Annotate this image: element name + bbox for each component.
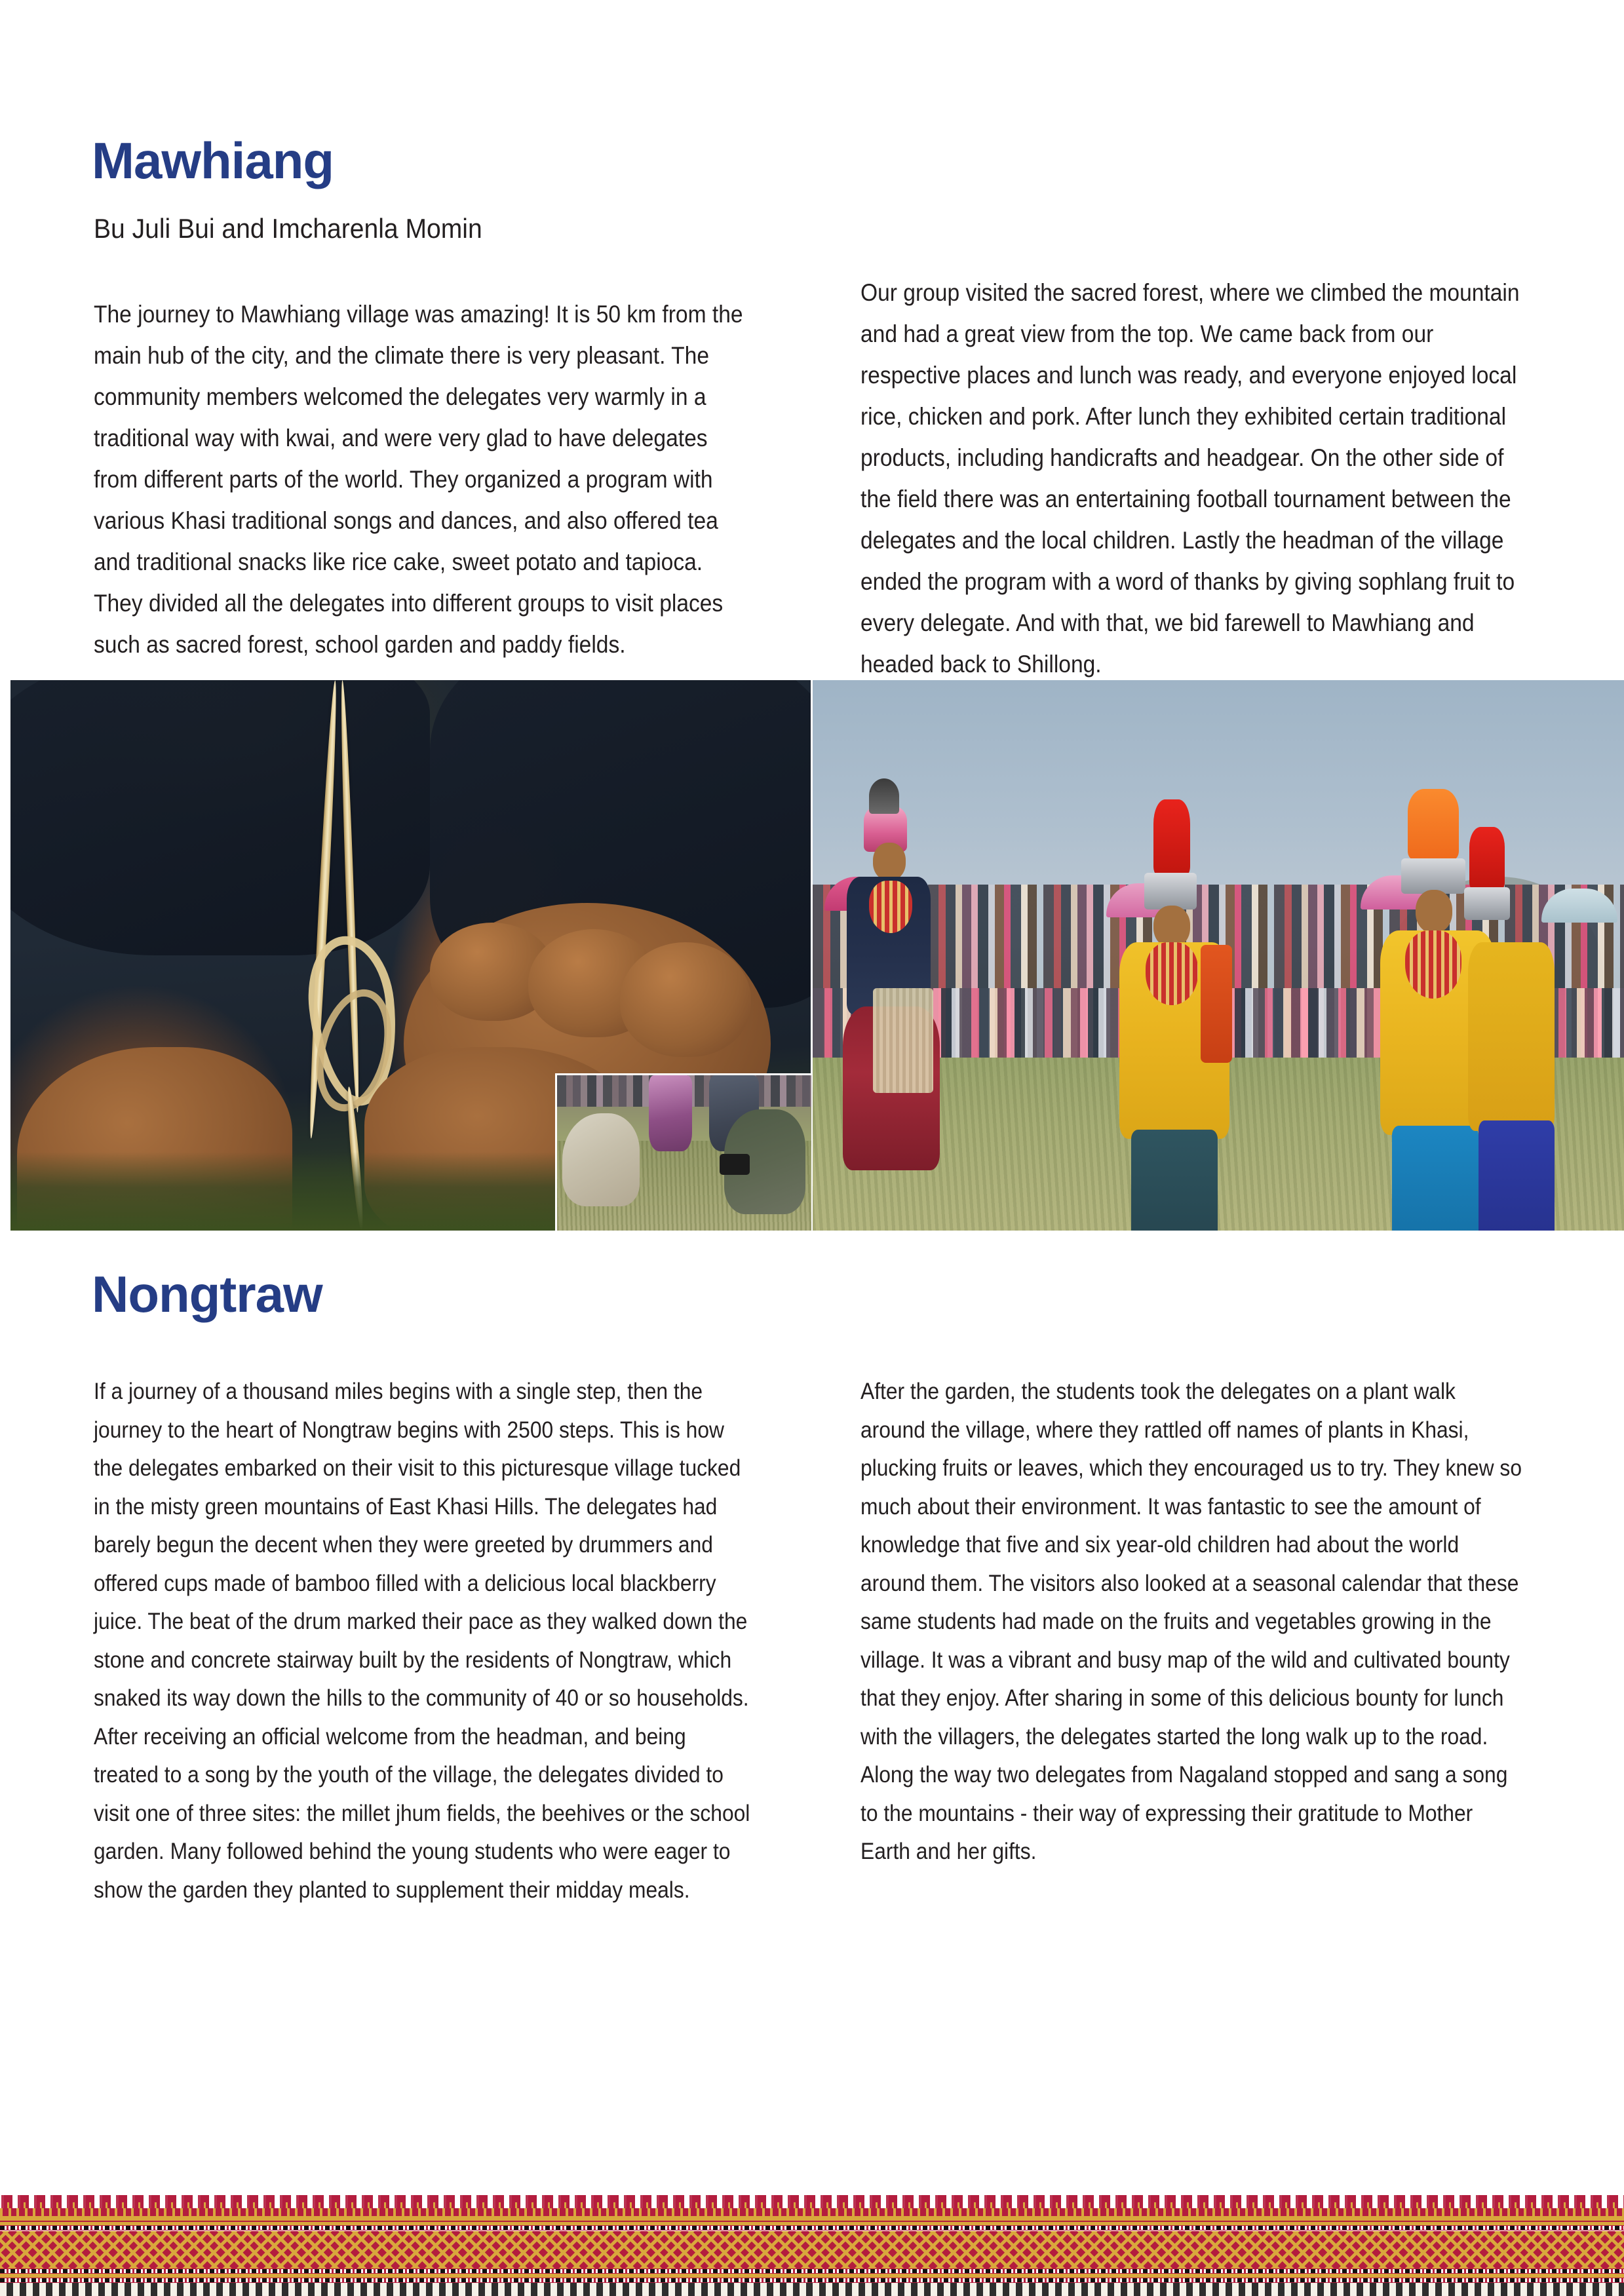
article-body-nongtraw-left [94,1372,756,1909]
paragraph-text: The journey to Mawhiang village was amazing! It is 50 km from the main hub of the city, and the climate there is very pleasant. The community members welcomed the delegates very warmly in a traditional way with kwai, and were very glad to have delegates from different parts of the world. They organized a program with various Khasi traditional songs and dances, and also offered tea and traditional snacks like rice cake, sweet potato and tapioca. They divided all the delegates into different groups to visit places such as sacred forest, school garden and paddy fields. [94,300,743,658]
border-flower-tips [0,2195,1624,2202]
photo-collage [0,680,1624,1231]
textile-border [0,2195,1624,2296]
paragraph-text: After the garden, the students took the delegates on a plant walk around the village, where they rattled off names of plants in Khasi, plucking fruits or leaves, which they encouraged us to try. They knew so much about their environment. It was fantastic to see the amount of knowledge that five and six year-old children had about the world around them. The visitors also looked at a seasonal calendar that these same students had made on the fruits and vegetables growing in the village. It was a vibrant and busy map of the wild and cultivated bounty that they enjoy. After sharing in some of this delicious bounty for lunch with the villagers, the delegates started the long walk up to the road. Along the way two delegates from Nagaland stopped and sang a song to the mountains - their way of expressing their gratitude to Mother Earth and her gifts. [860,1378,1522,1864]
paragraph-text: If a journey of a thousand miles begins with a single step, then the journey to the heart of Nongtraw begins with 2500 steps. This is how the delegates embarked on their visit to this picturesque village tucked in the misty green mountains of East Khasi Hills. The delegates had barely begun the decent when they were greeted by drummers and offered cups made of bamboo filled with a delicious local blackberry juice. The beat of the drum marked their pace as they walked down the stone and concrete stairway built by the residents of Nongtraw, which snaked its way down the hills to the community of 40 or so households. After receiving an official welcome from the headman, and being treated to a song by the youth of the village, the delegates divided to visit one of three sites: the millet jhum fields, the beehives or the school garden. Many followed behind the young students who were eager to show the garden they planted to supplement their midday meals. [94,1378,750,1903]
photo-elder-and-photographer [555,1073,811,1231]
border-vertical-stripes [0,2283,1624,2296]
paragraph-text: Our group visited the sacred forest, where we climbed the mountain and had a great view from the top. We came back from our respective places and lunch was ready, and everyone enjoyed local rice, chicken and pork. After lunch they exhibited certain traditional products, including handicrafts and headgear. On the other side of the field there was an entertaining football tournament between the delegates and the local children. Lastly the headman of the village ended the program with a word of thanks by giving sophlang fruit to every delegate. And with that, we bid farewell to Mawhiang and headed back to Shillong. [860,278,1520,678]
byline-mawhiang: Bu Juli Bui and Imcharenla Momin [94,213,482,244]
page-title-nongtraw: Nongtraw [92,1265,322,1323]
border-dash-row-bottom [0,2278,1624,2283]
article-body-nongtraw-right [860,1372,1523,1871]
border-gold-centerline [0,2221,1624,2222]
article-body-mawhiang-left [94,294,754,665]
border-diamond-lattice [0,2231,1624,2269]
border-dash-row-middle [0,2268,1624,2274]
article-body-mawhiang-right [860,272,1520,685]
page-title-mawhiang: Mawhiang [92,132,334,189]
photo-traditional-dance [813,680,1624,1231]
border-flower-base [0,2208,1624,2216]
border-dash-row-top [0,2225,1624,2230]
